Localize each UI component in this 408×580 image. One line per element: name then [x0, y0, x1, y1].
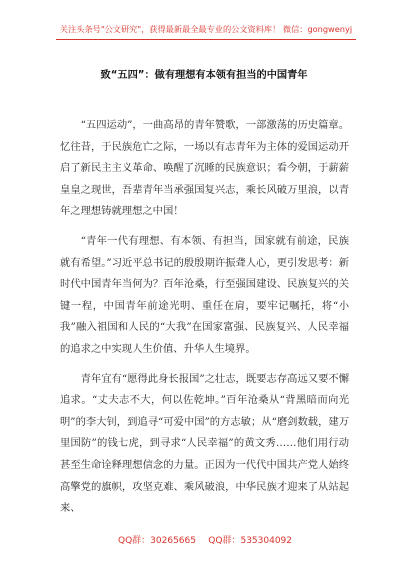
paragraph-1: “五四运动”，一曲高昂的青年赞歌，一部激荡的历史篇章。忆往昔，于民族危亡之际，一场以有志青年为主体的爱国运动开启了新民主主义革命、唤醒了沉睡的民族意识；看今朝，于薪薪皇皇之现世，吾辈青年当承强国复兴志，乘长风破万里浪，以青年之理想铸就理想之中国！	[60, 119, 349, 218]
header-divider	[56, 39, 356, 40]
page-header: 关注头条号"公文研究"，获得最新最全最专业的公文资料库！ 微信：gongwenyj	[59, 24, 353, 34]
footer-qq-group-2: QQ群：535304092	[208, 536, 292, 546]
paragraph-3: 青年宜有“愿得此身长报国”之壮志，既要志存高远又要不懈追求。“丈夫志不大，何以佐乾坤。”百年沧桑从“背黑暗而向光明”的李大钊，到追寻“可爱中国”的方志敏；从“磨剑数载，建万里国防”的钱七虎，到寻求“人民幸福”的黄文秀……他们用行动甚至生命诠释理想信念的力量。正因为一代代中国共产党人始终高擎党的旗帜，攻坚克难、乘风破浪，中华民族才迎来了从站起来、	[60, 372, 349, 515]
paragraph-2: “青年一代有理想、有本领、有担当，国家就有前途，民族就有希望。”习近平总书记的殷殷期许振聋人心，更引发思考：新时代中国青年当何为？百年沧桑，行至强国建设、民族复兴的关键一程，中国青年前途光明、重任在肩，要牢记嘱托，将“小我”融入祖国和人民的“大我”在国家富强、民族复兴、人民幸福的追求之中实现人生价值、升华人生境界。	[60, 234, 349, 355]
footer-qq-group-1: QQ群：30265665	[118, 536, 196, 546]
document-title: 致“五四”：做有理想有本领有担当的中国青年	[100, 70, 308, 81]
page-footer	[60, 533, 350, 546]
document-body	[60, 115, 349, 528]
